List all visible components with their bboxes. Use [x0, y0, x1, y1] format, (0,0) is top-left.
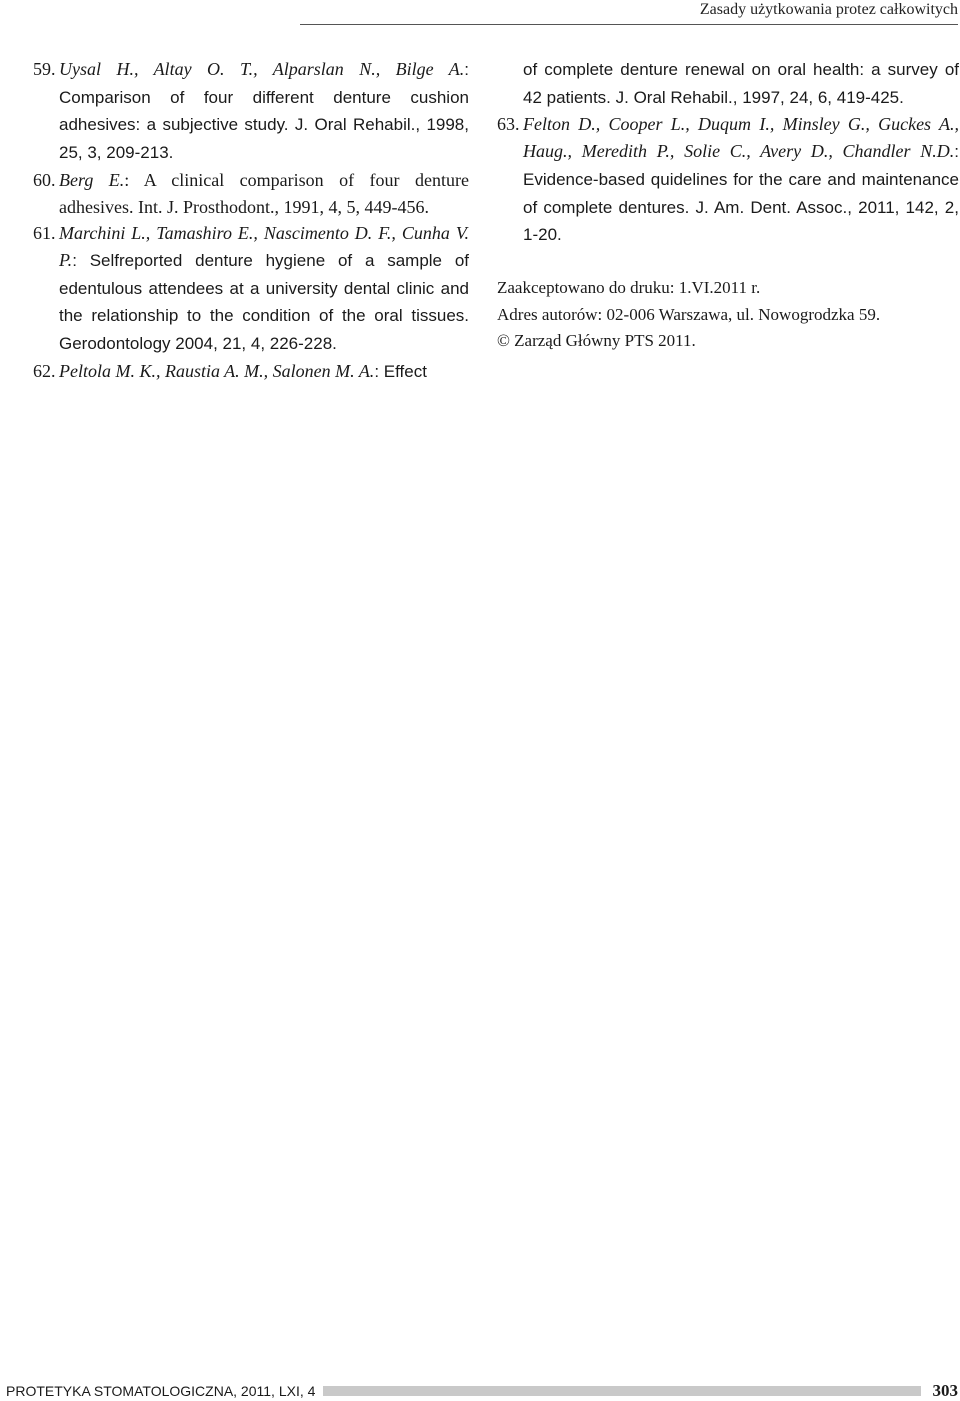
- accepted-date: Zaakceptowano do druku: 1.VI.2011 r.: [497, 277, 761, 297]
- running-title: Zasady użytkowania protez całkowitych: [699, 1, 958, 18]
- reference-text: : Selfreported denture hygiene of a sample of edentulous attendees at a university dental clinic and the relationship to the condition of the oral tissues. Gerodontology 2004, 21, 4, 226-228.: [59, 250, 469, 354]
- reference-number: 60.: [33, 169, 56, 190]
- page-number: 303: [932, 1381, 958, 1400]
- reference-authors: Felton D., Cooper L., Duqum I., Minsley G., Guckes A., Haug., Meredith P., Solie C., Avery D., Chandler N.D.: [523, 114, 959, 162]
- reference-authors: Berg E.: [59, 169, 125, 190]
- reference-62: [33, 358, 469, 386]
- reference-number: 59.: [33, 59, 56, 79]
- reference-authors: Peltola M. K., Raustia A. M., Salonen M. A.: [59, 360, 375, 381]
- reference-text: of complete denture renewal on oral health: a survey of 42 patients. J. Oral Rehabil., 1997, 24, 6, 419-425.: [523, 60, 959, 107]
- reference-60: [33, 167, 469, 220]
- article-meta: [497, 249, 959, 355]
- reference-number: 63.: [497, 114, 520, 135]
- reference-authors: Marchini L., Tamashiro E., Nascimento D. F., Cunha V. P.: [59, 223, 469, 270]
- reference-62-continuation: [497, 56, 959, 111]
- reference-text: : Comparison of four different denture cushion adhesives: a subjective study. J. Oral Rehabil., 1998, 25, 3, 209-213.: [59, 60, 469, 163]
- left-column: [33, 56, 469, 385]
- running-header: [300, 0, 958, 25]
- page-footer: [6, 1381, 958, 1401]
- reference-authors: Uysal H., Altay O. T., Alparslan N., Bilge A.: [59, 59, 465, 79]
- reference-59: [33, 56, 469, 167]
- reference-number: 61.: [33, 223, 56, 244]
- copyright-notice: © Zarząd Główny PTS 2011.: [497, 331, 696, 351]
- author-address: Adres autorów: 02-006 Warszawa, ul. Nowogrodzka 59.: [497, 304, 881, 324]
- reference-text: : A clinical comparison of four denture adhesives. Int. J. Prosthodont., 1991, 4, 5, 449-456.: [59, 169, 469, 217]
- journal-name: PROTETYKA STOMATOLOGICZNA, 2011, LXI, 4: [6, 1383, 316, 1399]
- reference-63: [497, 111, 959, 249]
- reference-text: : Evidence-based quidelines for the care and maintenance of complete dentures. J. Am. Dent. Assoc., 2011, 142, 2, 1-20.: [523, 142, 959, 245]
- reference-61: [33, 220, 469, 358]
- right-column: [497, 56, 959, 355]
- reference-text: : Effect: [374, 361, 427, 381]
- footer-bar: [323, 1386, 920, 1396]
- reference-number: 62.: [33, 360, 56, 381]
